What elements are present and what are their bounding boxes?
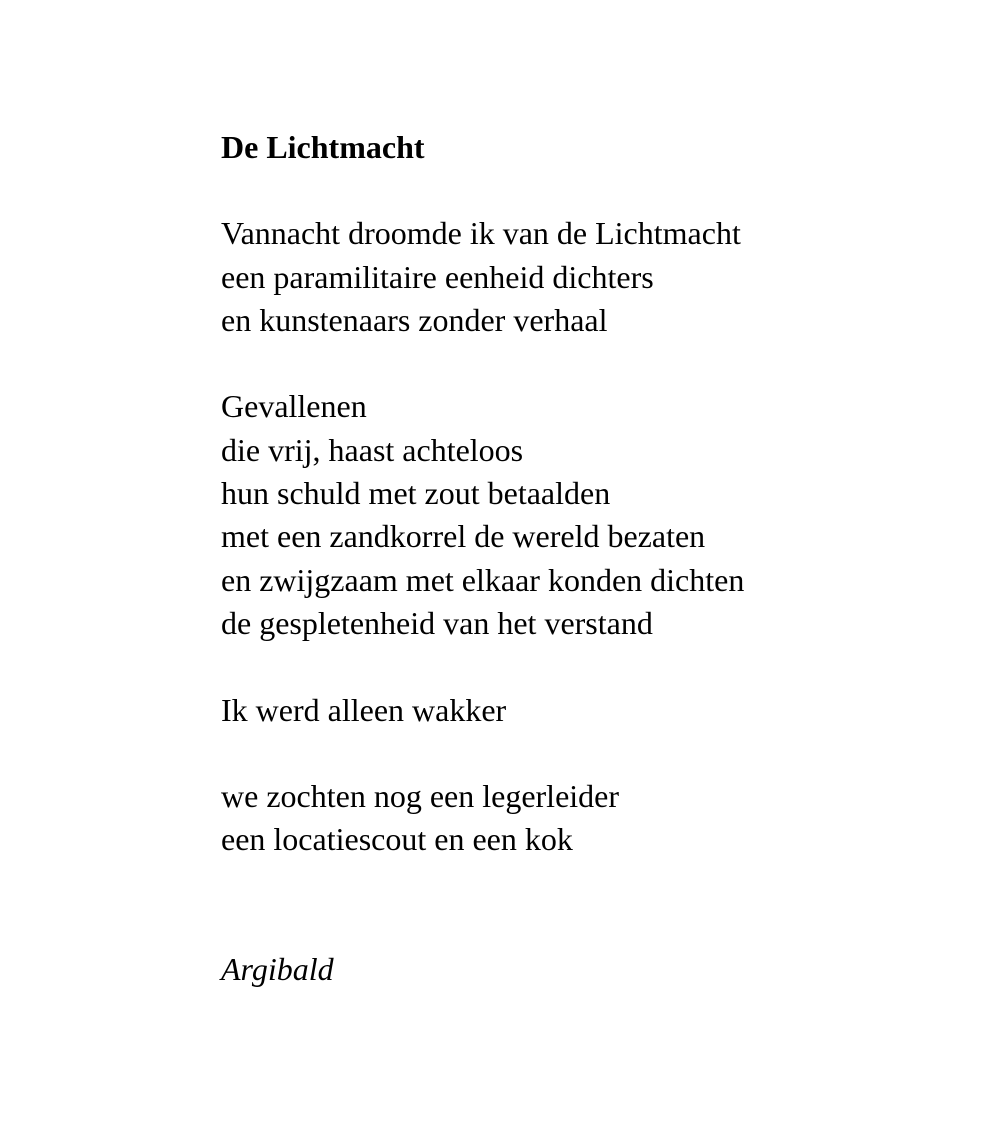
poem-line: en zwijgzaam met elkaar konden dichten [221, 561, 745, 598]
poem-line: met een zandkorrel de wereld bezaten [221, 518, 706, 555]
poem-title: De Lichtmacht [221, 129, 425, 165]
poem [221, 126, 961, 991]
poem-author: Argibald [221, 950, 334, 987]
poem-line: en kunstenaars zonder verhaal [221, 301, 608, 338]
poem-line: Ik werd alleen wakker [221, 691, 507, 728]
stanza-1 [221, 212, 961, 342]
poem-line: we zochten nog een legerleider [221, 778, 620, 815]
poem-line: hun schuld met zout betaalden [221, 475, 611, 512]
stanza-4 [221, 775, 961, 862]
poem-line: de gespletenheid van het verstand [221, 604, 653, 641]
stanza-gap [221, 169, 961, 212]
poem-line: Gevallenen [221, 388, 367, 425]
stanza-2 [221, 385, 961, 645]
stanza-gap [221, 732, 961, 775]
poem-line: een locatiescout en een kok [221, 821, 573, 858]
poem-line: Vannacht droomde ik van de Lichtmacht [221, 215, 741, 252]
stanza-gap [221, 645, 961, 688]
stanza-3 [221, 689, 961, 732]
poem-line: een paramilitaire eenheid dichters [221, 258, 654, 295]
poem-line: die vrij, haast achteloos [221, 431, 524, 468]
stanza-gap [221, 342, 961, 385]
